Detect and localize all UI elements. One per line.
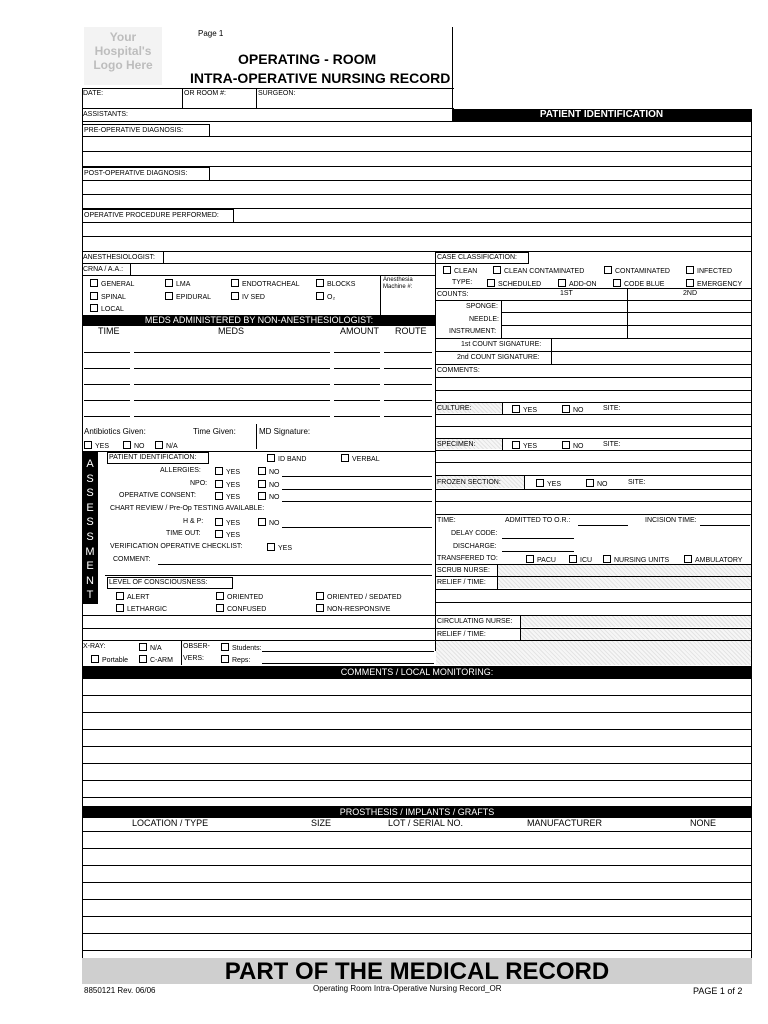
checkbox[interactable]: [512, 405, 520, 413]
checkbox[interactable]: [123, 441, 131, 449]
checkbox[interactable]: [493, 266, 501, 274]
post-op-diagnosis-field[interactable]: POST-OPERATIVE DIAGNOSIS:: [84, 170, 188, 177]
checkbox[interactable]: [215, 467, 223, 475]
checkbox[interactable]: [116, 604, 124, 612]
lethargic-option[interactable]: [116, 604, 167, 613]
checkbox[interactable]: [562, 441, 570, 449]
checkbox[interactable]: [139, 643, 147, 651]
checkbox[interactable]: [139, 655, 147, 663]
needle-label: NEEDLE:: [469, 316, 499, 323]
page-label: Page 1: [198, 29, 224, 38]
infected-option[interactable]: [686, 266, 732, 275]
checkbox[interactable]: [221, 643, 229, 651]
page-number: PAGE 1 of 2: [693, 986, 743, 996]
level-of-consciousness-label: LEVEL OF CONSCIOUSNESS:: [109, 579, 208, 586]
allergies-yes[interactable]: [215, 467, 240, 476]
assessment-letter: S: [86, 472, 94, 485]
checkbox[interactable]: [316, 279, 324, 287]
specimen-site-label: SITE:: [603, 441, 621, 448]
assessment-letter: S: [86, 487, 94, 500]
first-count-header: 1ST: [560, 290, 573, 297]
checkbox[interactable]: [116, 592, 124, 600]
allergies-label: ALLERGIES:: [160, 467, 201, 474]
checkbox[interactable]: [258, 467, 266, 475]
circulating-nurse-label: CIRCULATING NURSE:: [437, 618, 513, 625]
crna-field[interactable]: CRNA / A.A.:: [83, 266, 124, 273]
blocks-option[interactable]: [316, 279, 355, 288]
option-label: INFECTED: [697, 268, 732, 275]
checkbox[interactable]: [569, 555, 577, 563]
scrub-relief-time-label: RELIEF / TIME:: [437, 579, 486, 586]
option-label: YES: [523, 407, 538, 414]
route-column-header: ROUTE: [395, 326, 427, 336]
checkbox[interactable]: [258, 480, 266, 488]
antibiotics-na[interactable]: [155, 441, 178, 450]
checkbox[interactable]: [215, 492, 223, 500]
checkbox[interactable]: [443, 266, 451, 274]
culture-no[interactable]: [562, 405, 584, 414]
hp-no[interactable]: [258, 518, 280, 527]
consent-yes[interactable]: [215, 492, 240, 501]
assessment-letter: E: [86, 560, 94, 573]
alert-option[interactable]: [116, 592, 149, 601]
logo-text: Your Hospital's Logo Here: [93, 30, 153, 72]
time-out-yes[interactable]: [215, 530, 240, 539]
assessment-letter: M: [85, 545, 95, 558]
checkbox[interactable]: [216, 592, 224, 600]
writing-line[interactable]: [82, 933, 752, 934]
option-label: YES: [547, 481, 562, 488]
anesthesia-machine-field[interactable]: Anesthesia Machine #:: [383, 277, 413, 290]
endotracheal-option[interactable]: [231, 279, 300, 288]
writing-line[interactable]: [82, 729, 752, 730]
writing-line[interactable]: [82, 712, 752, 713]
code-blue-option[interactable]: [613, 279, 664, 288]
comments-monitoring-header: COMMENTS / LOCAL MONITORING:: [82, 666, 752, 678]
culture-label: CULTURE:: [437, 405, 472, 412]
option-label: YES: [95, 443, 110, 450]
frozen-site-label: SITE:: [628, 479, 646, 486]
specimen-yes[interactable]: [512, 441, 537, 450]
ambulatory-option[interactable]: [684, 555, 742, 564]
time-label: TIME:: [437, 517, 456, 524]
delay-code-field[interactable]: DELAY CODE:: [451, 530, 498, 537]
option-label: NURSING UNITS: [614, 557, 670, 564]
size-header: SIZE: [311, 818, 332, 828]
option-label: YES: [226, 494, 241, 501]
second-count-signature-label: 2nd COUNT SIGNATURE:: [457, 354, 540, 361]
option-label: AMBULATORY: [695, 557, 743, 564]
writing-line[interactable]: [82, 848, 752, 849]
option-label: Students:: [232, 645, 262, 652]
option-label: CLEAN: [454, 268, 478, 275]
option-label: ALERT: [127, 594, 150, 601]
writing-line[interactable]: [82, 797, 752, 798]
medical-record-banner: PART OF THE MEDICAL RECORD: [82, 958, 752, 984]
npo-no[interactable]: [258, 480, 280, 489]
option-label: O₂: [327, 294, 336, 301]
patient-identification-label: PATIENT IDENTIFICATION:: [109, 454, 197, 461]
hp-label: H & P:: [183, 518, 204, 525]
anesthesiologist-field[interactable]: ANESTHESIOLOGIST:: [83, 254, 155, 261]
option-label: EPIDURAL: [176, 294, 212, 301]
writing-line[interactable]: [82, 831, 752, 832]
general-option[interactable]: [90, 279, 134, 288]
sponge-label: SPONGE:: [466, 303, 498, 310]
option-label: NO: [269, 494, 280, 501]
option-label: CODE BLUE: [624, 281, 665, 288]
checkbox[interactable]: [341, 454, 349, 462]
writing-line[interactable]: [82, 916, 752, 917]
option-label: NO: [573, 407, 584, 414]
manufacturer-header: MANUFACTURER: [527, 818, 603, 828]
instrument-label: INSTRUMENT:: [449, 328, 497, 335]
form-code: 8850121 Rev. 06/06: [84, 986, 156, 995]
writing-line[interactable]: [82, 695, 752, 696]
checkbox[interactable]: [215, 480, 223, 488]
checkbox[interactable]: [91, 655, 99, 663]
option-label: NO: [134, 443, 145, 450]
incision-time-field[interactable]: INCISION TIME:: [645, 517, 697, 524]
second-count-header: 2ND: [683, 290, 698, 297]
non-responsive-option[interactable]: [316, 604, 390, 613]
option-label: NO: [269, 469, 280, 476]
writing-line[interactable]: [82, 746, 752, 747]
frozen-no[interactable]: [586, 479, 608, 488]
option-label: N/A: [150, 645, 162, 652]
pre-op-diagnosis-field[interactable]: PRE-OPERATIVE DIAGNOSIS:: [84, 127, 184, 134]
option-label: ORIENTED: [227, 594, 264, 601]
checkbox[interactable]: [487, 279, 495, 287]
portable-option[interactable]: [91, 655, 128, 664]
counts-label: COUNTS:: [437, 291, 469, 298]
scrub-nurse-label: SCRUB NURSE:: [437, 567, 490, 574]
chart-review-label: CHART REVIEW / Pre-Op TESTING AVAILABLE:: [110, 505, 265, 512]
local-option[interactable]: [90, 304, 124, 313]
checkbox[interactable]: [586, 479, 594, 487]
checkbox[interactable]: [684, 555, 692, 563]
checkbox[interactable]: [84, 441, 92, 449]
antibiotics-yes[interactable]: [84, 441, 109, 450]
admitted-to-or-field[interactable]: ADMITTED TO O.R.:: [505, 517, 571, 524]
option-label: PACU: [537, 557, 556, 564]
assessment-letter: S: [86, 530, 94, 543]
writing-line[interactable]: [82, 763, 752, 764]
assessment-letters: [82, 457, 98, 603]
assessment-letter: A: [86, 458, 94, 470]
checkbox[interactable]: [258, 492, 266, 500]
verbal-option[interactable]: [341, 454, 380, 463]
checkbox[interactable]: [603, 555, 611, 563]
checkbox[interactable]: [613, 279, 621, 287]
verification-checklist-label: VERIFICATION OPERATIVE CHECKLIST:: [110, 543, 243, 550]
frozen-yes[interactable]: [536, 479, 561, 488]
iv-sed-option[interactable]: [231, 292, 265, 301]
xray-label: X-RAY:: [83, 643, 106, 650]
checkbox[interactable]: [221, 655, 229, 663]
checkbox[interactable]: [562, 405, 570, 413]
allergies-no[interactable]: [258, 467, 280, 476]
checkbox[interactable]: [267, 454, 275, 462]
option-label: YES: [226, 520, 241, 527]
spinal-option[interactable]: [90, 292, 126, 301]
discharge-field[interactable]: DISCHARGE:: [453, 543, 497, 550]
option-label: ADD-ON: [569, 281, 597, 288]
hp-yes[interactable]: [215, 518, 240, 527]
writing-line[interactable]: [82, 899, 752, 900]
option-label: YES: [226, 469, 241, 476]
checkbox[interactable]: [686, 266, 694, 274]
option-label: NO: [573, 443, 584, 450]
circulating-relief-time-label: RELIEF / TIME:: [437, 631, 486, 638]
form-title-line2: INTRA-OPERATIVE NURSING RECORD: [190, 70, 451, 86]
assessment-letter: T: [86, 589, 94, 602]
checklist-yes[interactable]: [267, 543, 292, 552]
writing-line[interactable]: [82, 865, 752, 866]
option-label: NO: [269, 520, 280, 527]
checkbox[interactable]: [526, 555, 534, 563]
writing-line[interactable]: [82, 882, 752, 883]
none-header: NONE: [690, 818, 717, 828]
checkbox[interactable]: [536, 479, 544, 487]
first-count-signature-label: 1st COUNT SIGNATURE:: [461, 341, 542, 348]
prosthesis-header: PROSTHESIS / IMPLANTS / GRAFTS: [82, 806, 752, 818]
checkbox[interactable]: [215, 530, 223, 538]
or-room-field[interactable]: OR ROOM #:: [184, 90, 227, 97]
option-label: YES: [523, 443, 538, 450]
add-on-option[interactable]: [558, 279, 597, 288]
emergency-option[interactable]: [686, 279, 742, 288]
observers-label-1: OBSER-: [183, 643, 210, 650]
checkbox[interactable]: [231, 292, 239, 300]
option-label: Portable: [102, 657, 129, 664]
md-signature-field[interactable]: MD Signature:: [259, 427, 311, 436]
option-label: YES: [226, 482, 241, 489]
option-label: LOCAL: [101, 306, 124, 313]
npo-yes[interactable]: [215, 480, 240, 489]
writing-line[interactable]: [82, 780, 752, 781]
checkbox[interactable]: [604, 266, 612, 274]
assessment-letter: N: [86, 574, 94, 587]
antibiotics-given-label: Antibiotics Given:: [84, 427, 146, 436]
amount-column-header: AMOUNT: [340, 326, 379, 336]
checkbox[interactable]: [316, 604, 324, 612]
culture-yes[interactable]: [512, 405, 537, 414]
option-label: ID BAND: [278, 456, 307, 463]
checkbox[interactable]: [165, 292, 173, 300]
o2-option[interactable]: [316, 292, 335, 301]
checkbox[interactable]: [231, 279, 239, 287]
option-label: CONFUSED: [227, 606, 267, 613]
date-field[interactable]: DATE:: [83, 90, 104, 97]
reps-option[interactable]: [221, 655, 250, 664]
patient-identification-header: PATIENT IDENTIFICATION: [452, 109, 751, 121]
checkbox[interactable]: [686, 279, 694, 287]
option-label: GENERAL: [101, 281, 135, 288]
culture-site-label: SITE:: [603, 405, 621, 412]
antibiotics-no[interactable]: [123, 441, 145, 450]
specimen-label: SPECIMEN:: [437, 441, 476, 448]
consent-no[interactable]: [258, 492, 280, 501]
case-classification-label: CASE CLASSIFICATION:: [437, 254, 517, 261]
observers-label-2: VERS:: [183, 655, 205, 662]
confused-option[interactable]: [216, 604, 266, 613]
option-label: LETHARGIC: [127, 606, 168, 613]
time-out-label: TIME OUT:: [166, 530, 201, 537]
transfered-to-label: TRANSFERED TO:: [437, 555, 498, 562]
writing-line[interactable]: [82, 678, 752, 679]
epidural-option[interactable]: [165, 292, 211, 301]
xray-na[interactable]: [139, 643, 162, 652]
id-band-option[interactable]: [267, 454, 306, 463]
checkbox[interactable]: [316, 292, 324, 300]
procedure-performed-field[interactable]: OPERATIVE PROCEDURE PERFORMED:: [84, 212, 219, 219]
pacu-option[interactable]: [526, 555, 556, 564]
option-label: ENDOTRACHEAL: [242, 281, 300, 288]
checkbox[interactable]: [512, 441, 520, 449]
checkbox[interactable]: [90, 279, 98, 287]
assessment-letter: E: [86, 501, 94, 514]
option-label: VERBAL: [352, 456, 380, 463]
oriented-sedated-option[interactable]: [316, 592, 402, 601]
form-title-line1: OPERATING - ROOM: [238, 51, 377, 67]
location-type-header: LOCATION / TYPE: [132, 818, 209, 828]
option-label: Reps:: [232, 657, 251, 664]
checkbox[interactable]: [215, 518, 223, 526]
option-label: IV SED: [242, 294, 265, 301]
option-label: C-ARM: [150, 657, 173, 664]
assistants-field[interactable]: ASSISTANTS:: [83, 111, 128, 118]
option-label: SCHEDULED: [498, 281, 542, 288]
checkbox[interactable]: [258, 518, 266, 526]
assessment-letter: S: [86, 516, 94, 529]
contaminated-option[interactable]: [604, 266, 670, 275]
comment-label: COMMENT:: [113, 556, 151, 563]
option-label: NO: [597, 481, 608, 488]
option-label: NO: [269, 482, 280, 489]
clean-option[interactable]: [443, 266, 477, 275]
operative-consent-label: OPERATIVE CONSENT:: [119, 492, 196, 499]
option-label: SPINAL: [101, 294, 126, 301]
option-label: YES: [278, 545, 293, 552]
meds-column-header: MEDS: [218, 326, 245, 336]
option-label: BLOCKS: [327, 281, 356, 288]
meds-administered-header: MEDS ADMINISTERED BY NON-ANESTHESIOLOGIST:: [82, 315, 436, 326]
checkbox[interactable]: [216, 604, 224, 612]
time-given-field[interactable]: Time Given:: [193, 427, 236, 436]
option-label: EMERGENCY: [697, 281, 743, 288]
surgeon-field[interactable]: SURGEON:: [258, 90, 296, 97]
checkbox[interactable]: [155, 441, 163, 449]
option-label: YES: [226, 532, 241, 539]
type-label: TYPE:: [452, 279, 473, 286]
option-label: N/A: [166, 443, 178, 450]
scheduled-option[interactable]: [487, 279, 541, 288]
frozen-section-label: FROZEN SECTION:: [437, 479, 501, 486]
icu-option[interactable]: [569, 555, 592, 564]
specimen-no[interactable]: [562, 441, 584, 450]
nursing-units-option[interactable]: [603, 555, 669, 564]
checkbox[interactable]: [316, 592, 324, 600]
c-arm-option[interactable]: [139, 655, 173, 664]
oriented-option[interactable]: [216, 592, 263, 601]
clean-contaminated-option[interactable]: [493, 266, 584, 275]
checkbox[interactable]: [267, 543, 275, 551]
option-label: ORIENTED / SEDATED: [327, 594, 402, 601]
students-option[interactable]: [221, 643, 262, 652]
option-label: ICU: [580, 557, 593, 564]
checkbox[interactable]: [558, 279, 566, 287]
checkbox[interactable]: [90, 292, 98, 300]
checkbox[interactable]: [165, 279, 173, 287]
lot-serial-header: LOT / SERIAL NO.: [388, 818, 464, 828]
writing-line[interactable]: [82, 950, 752, 951]
npo-label: NPO:: [190, 480, 208, 487]
form-name: Operating Room Intra-Operative Nursing Record_OR: [313, 984, 502, 993]
comments-label: COMMENTS:: [437, 367, 480, 374]
option-label: LMA: [176, 281, 191, 288]
option-label: CONTAMINATED: [615, 268, 670, 275]
time-column-header: TIME: [98, 326, 120, 336]
lma-option[interactable]: [165, 279, 190, 288]
option-label: NON-RESPONSIVE: [327, 606, 391, 613]
option-label: CLEAN CONTAMINATED: [504, 268, 585, 275]
checkbox[interactable]: [90, 304, 98, 312]
